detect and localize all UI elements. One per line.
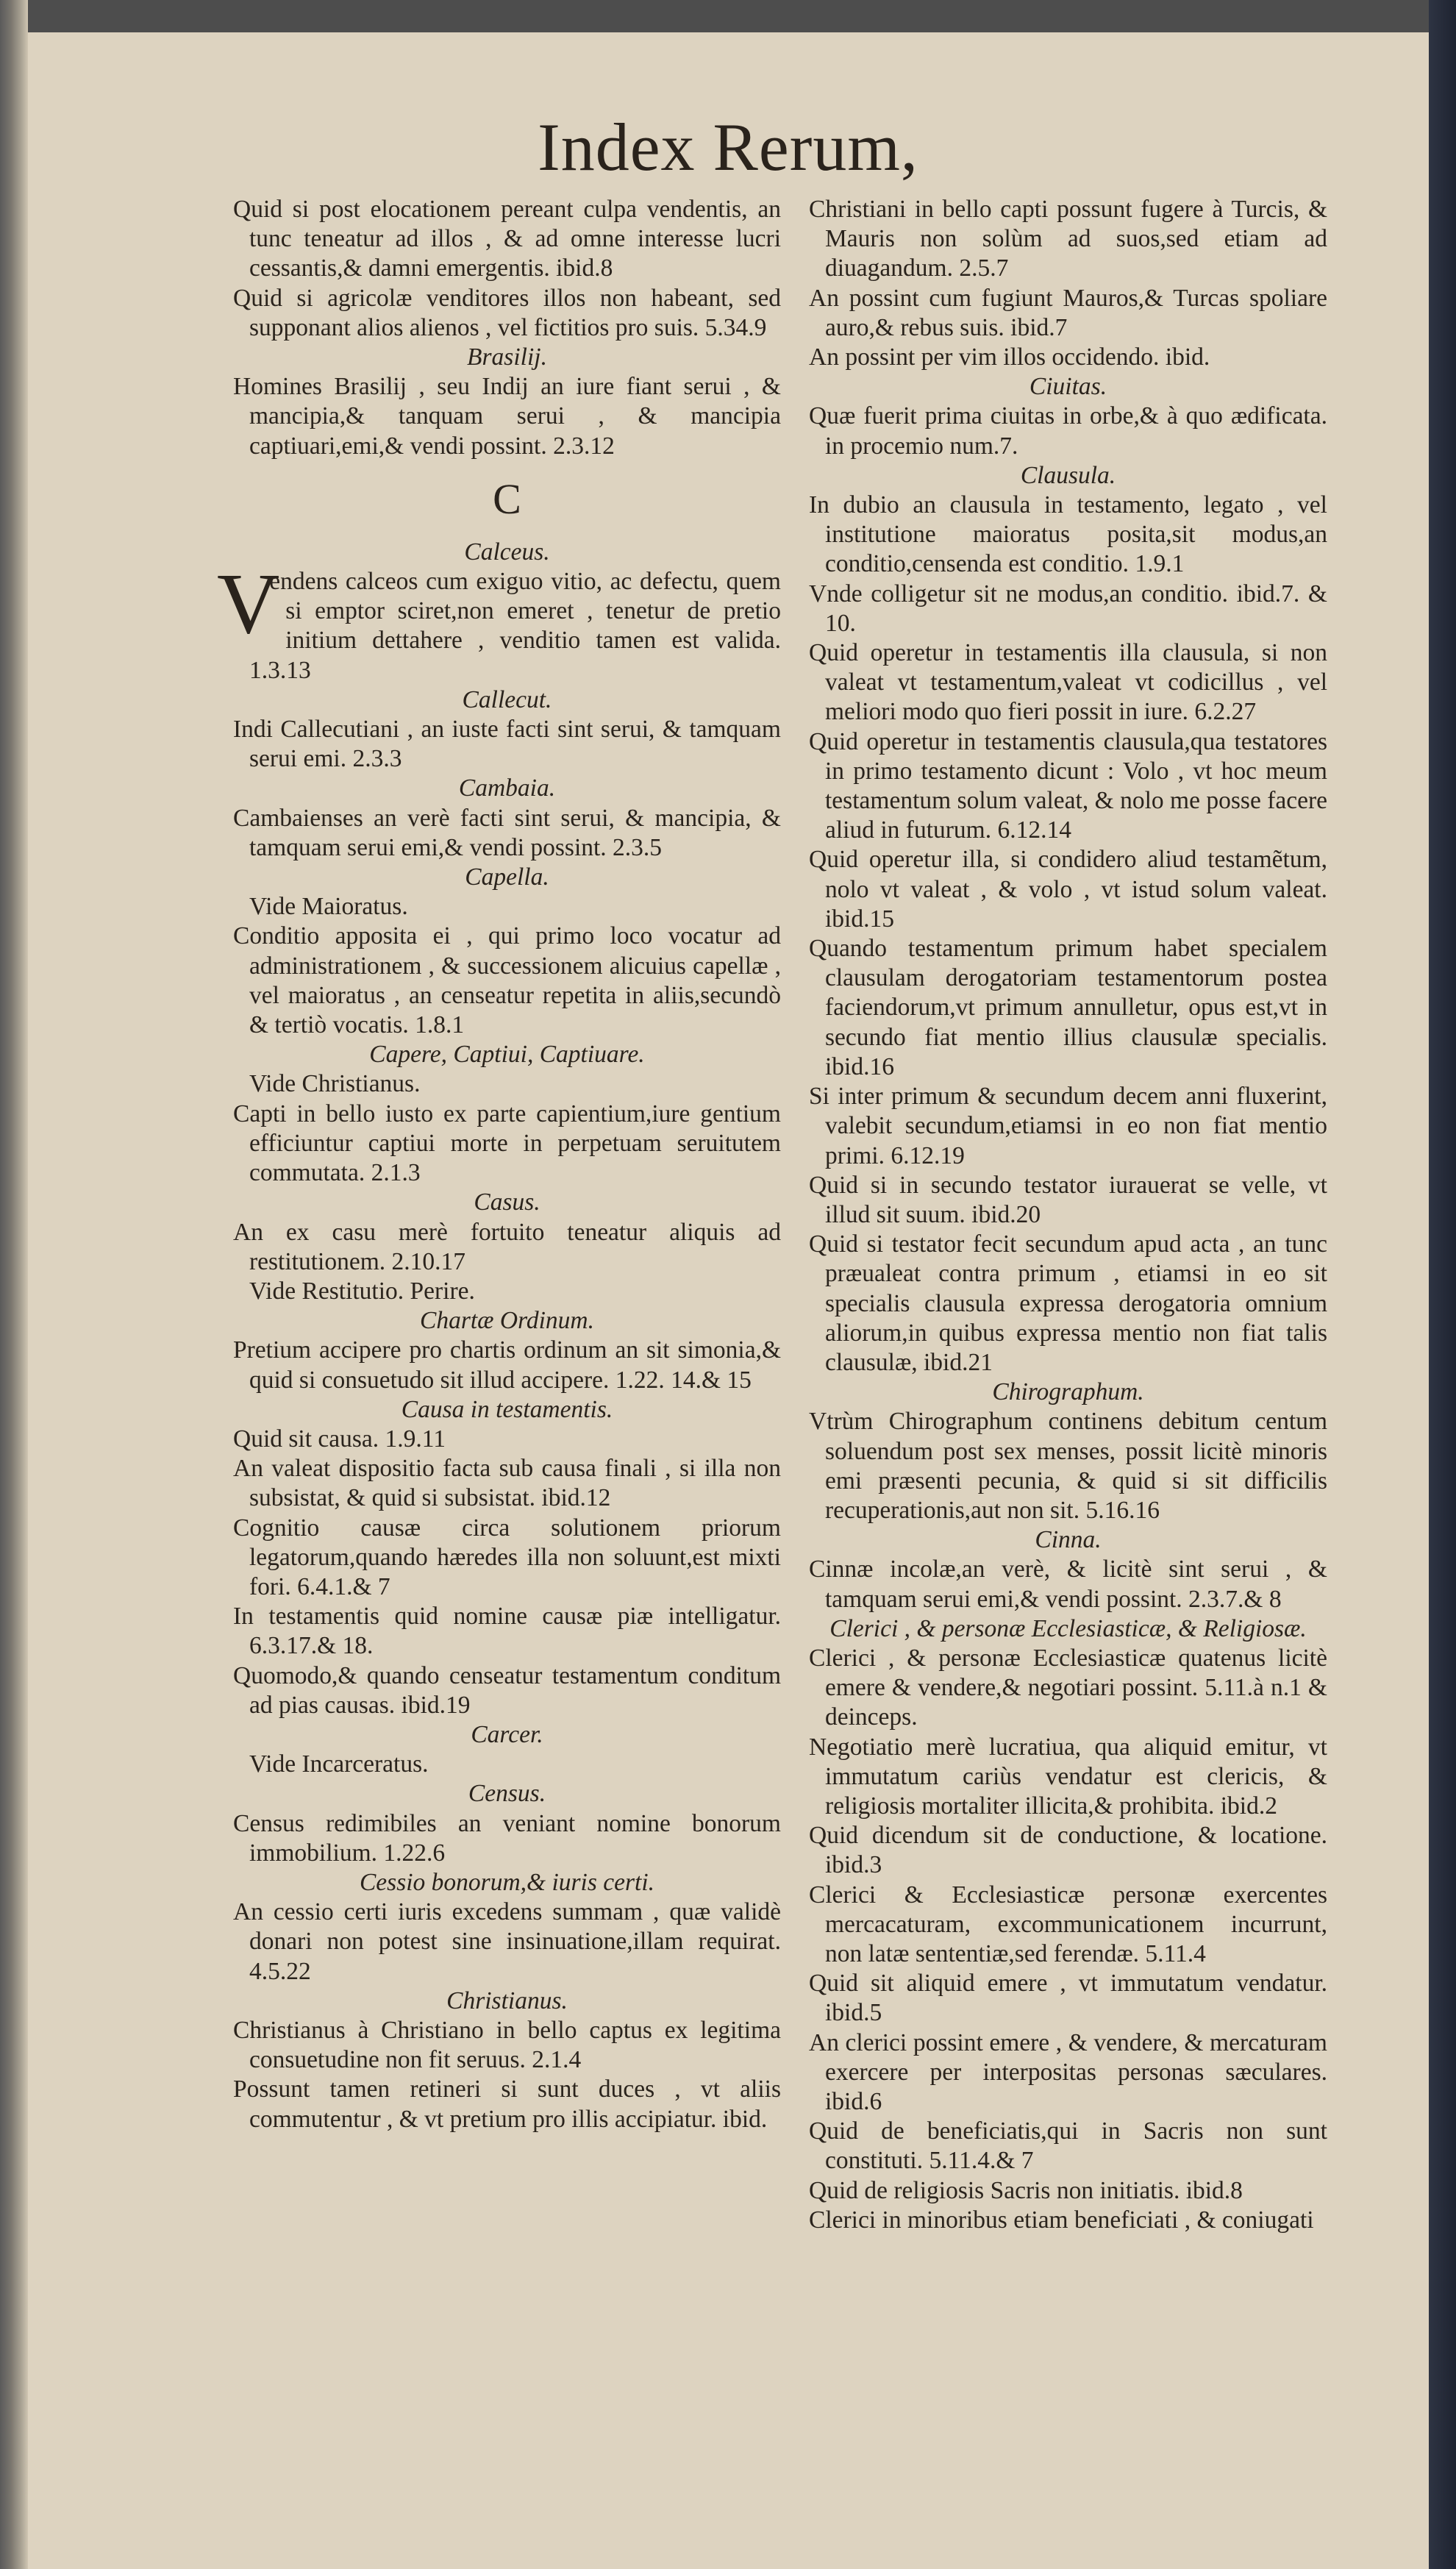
index-entry: An ex casu merè fortuito teneatur aliquis ad restitutionem. 2.10.17 — [233, 1218, 781, 1275]
index-entry: Negotiatio merè lucratiua, qua aliquid emitur, vt immutatum cariùs vendatur est clericis, & religiosis mortaliter illicita,& prohibita. ibid.2 — [809, 1733, 1327, 1820]
index-entry: Cinnæ incolæ,an verè, & licitè sint serui , & tamquam serui emi,& vendi possint. 2.3.7.& 8 — [809, 1556, 1327, 1613]
index-entry: Quando testamentum primum habet specialem clausulam derogatoriam testamentorum postea faciendorum,vt primum annulletur, opus est,vt in secundo fiat mentio illius clausulæ specialis. ibid.16 — [809, 935, 1327, 1080]
index-entry: Quomodo,& quando censeatur testamentum conditum ad pias causas. ibid.19 — [233, 1661, 781, 1719]
index-entry: Clerici , & personæ Ecclesiasticæ quatenus licitè emere & vendere,& negotiari possint. 5.11.à n.1 & deinceps. — [809, 1644, 1327, 1731]
index-entry: In testamentis quid nomine causæ piæ intelligatur. 6.3.17.& 18. — [233, 1603, 781, 1660]
index-heading: Census. — [468, 1780, 546, 1808]
cross-reference: Vide Maioratus. — [249, 893, 408, 921]
gutter-strip — [1429, 0, 1456, 2569]
index-entry: Christiani in bello capti possunt fugere à Turcis, & Mauris non solùm ad suos,sed etiam ad diuagandum. 2.5.7 — [809, 196, 1327, 282]
index-entry: Si inter primum & secundum decem anni fluxerint, valebit secundum,etiamsi in eo non fiat mentio primi. 6.12.19 — [809, 1083, 1327, 1169]
index-heading: Clerici , & personæ Ecclesiasticæ, & Religiosæ. — [829, 1614, 1307, 1642]
index-heading: Casus. — [474, 1189, 540, 1216]
index-entry: Vendens calceos cum exiguo vitio, ac defectu, quem si emptor sciret,non emeret , tenetur de pretio initium dettahere , venditio tamen est valida. 1.3.13 — [217, 555, 781, 684]
index-entry: Clerici & Ecclesiasticæ personæ exercentes mercacaturam, excommunicationem incurrunt, non latæ sententiæ,sed ferendæ. 5.11.4 — [809, 1881, 1327, 1967]
index-entry: Possunt tamen retineri si sunt duces , vt aliis commutentur , & vt pretium pro illis accipiatur. ibid. — [233, 2075, 781, 2133]
index-entry: Quid de religiosis Sacris non initiatis. ibid.8 — [809, 2176, 1243, 2204]
index-entry: Vtrùm Chirographum continens debitum centum soluendum post sex menses, possit licitè minoris emi præsenti pecunia, & quid si sit difficilis recuperationis,aut non sit. 5.16.16 — [809, 1408, 1327, 1524]
index-entry: An possint cum fugiunt Mauros,& Turcas spoliare auro,& rebus suis. ibid.7 — [809, 284, 1327, 341]
index-entry: Census redimibiles an veniant nomine bonorum immobilium. 1.22.6 — [233, 1809, 781, 1867]
index-entry: Quid si agricolæ venditores illos non habeant, sed supponant alios alienos , vel fictitios pro suis. 5.34.9 — [233, 284, 781, 341]
index-entry: Quid operetur in testamentis illa clausula, si non valeat vt testamentum,valeat vt codicillus , vel meliori modo quo fieri possit in iure. 6.2.27 — [809, 639, 1327, 726]
index-entry: Quid de beneficiatis,qui in Sacris non sunt constituti. 5.11.4.& 7 — [809, 2117, 1327, 2175]
cross-reference: Vide Restitutio. Perire. — [249, 1277, 475, 1305]
section-letter: C — [493, 474, 521, 523]
index-heading: Carcer. — [471, 1720, 543, 1748]
index-heading: Calceus. — [464, 538, 550, 566]
cross-reference: Vide Christianus. — [249, 1070, 421, 1098]
index-entry: Pretium accipere pro chartis ordinum an sit simonia,& quid si consuetudo sit illud accipere. 1.22. 14.& 15 — [233, 1336, 781, 1394]
index-entry: Quid dicendum sit de conductione, & locatione. ibid.3 — [809, 1822, 1327, 1879]
index-entry: Indi Callecutiani , an iuste facti sint serui, & tamquam serui emi. 2.3.3 — [233, 716, 781, 773]
index-entry: Quid sit causa. 1.9.11 — [233, 1425, 446, 1453]
index-heading: Callecut. — [462, 685, 552, 713]
index-entry: Homines Brasilij , seu Indij an iure fiant serui , & mancipia,& tanquam serui , & mancipia captiuari,emi,& vendi possint. 2.3.12 — [233, 373, 781, 460]
index-entry: Capti in bello iusto ex parte capientium,iure gentium efficiuntur captiui morte in perpetuam seruitutem commutata. 2.1.3 — [233, 1100, 781, 1187]
index-heading: Chirographum. — [992, 1378, 1144, 1406]
index-entry: Quid si testator fecit secundum apud acta , an tunc præualeat contra primum , etiamsi in eo sit specialis clausula expressa derogatoria omnium aliorum,in quibus expressa mentio non fiat talis clausulæ, ibid.21 — [809, 1230, 1327, 1376]
index-heading: Causa in testamentis. — [401, 1395, 613, 1423]
index-entry: Cognitio causæ circa solutionem priorum legatorum,quando hæredes illa non soluunt,est mixti fori. 6.4.1.& 7 — [233, 1514, 781, 1600]
index-heading: Cambaia. — [458, 774, 556, 802]
index-heading: Christianus. — [446, 1987, 568, 2014]
index-entry: Christianus à Christiano in bello captus ex legitima consuetudine non fit seruus. 2.1.4 — [233, 2016, 781, 2074]
index-entry: In dubio an clausula in testamento, legato , vel institutione maioratus posita,sit modus,an conditio,censenda est conditio. 1.9.1 — [809, 491, 1327, 578]
index-column-right — [809, 195, 1327, 2235]
index-heading: Cinna. — [1035, 1526, 1102, 1554]
index-heading: Brasilij. — [467, 343, 547, 371]
index-entry: Quid si in secundo testator iurauerat se velle, vt illud sit suum. ibid.20 — [809, 1171, 1327, 1228]
index-entry: Quid sit aliquid emere , vt immutatum vendatur. ibid.5 — [809, 1970, 1327, 2027]
index-entry: An cessio certi iuris excedens summam , quæ validè donari non potest sine insinuatione,illam requirat. 4.5.22 — [233, 1898, 781, 1985]
index-entry: Quid operetur in testamentis clausula,qua testatores in primo testamento dicunt : Volo , vt hoc meum testamentum solum valeat, & nolo me posse facere aliud in futurum. 6.12.14 — [809, 727, 1327, 844]
page-title: Index Rerum, — [538, 110, 918, 185]
index-entry: An clerici possint emere , & vendere, & mercaturam exercere per interpositas personas sæculares. ibid.6 — [809, 2028, 1327, 2115]
index-entry: Cambaienses an verè facti sint serui, & mancipia, & tamquam serui emi,& vendi possint. 2.3.5 — [233, 804, 781, 861]
index-entry: Quæ fuerit prima ciuitas in orbe,& à quo ædificata. in procemio num.7. — [809, 402, 1327, 460]
cross-reference: Vide Incarceratus. — [249, 1750, 429, 1778]
index-entry: Vnde colligetur sit ne modus,an conditio. ibid.7. & 10. — [809, 580, 1327, 637]
index-column-left — [217, 195, 781, 2134]
index-heading: Cessio bonorum,& iuris certi. — [359, 1868, 655, 1896]
index-entry: Quid si post elocationem pereant culpa vendentis, an tunc teneatur ad illos , & ad omne interesse lucri cessantis,& damni emergentis. ibid.8 — [233, 196, 781, 282]
index-heading: Capella. — [465, 863, 549, 891]
index-entry: Conditio apposita ei , qui primo loco vocatur ad administrationem , & successionem alicuius capellæ , vel maioratus , an censeatur repetita in aliis,secundò & tertiò vocatis. 1.8.1 — [233, 922, 781, 1039]
index-entry: Clerici in minoribus etiam beneficiati , & coniugati — [809, 2206, 1314, 2234]
index-entry: An valeat dispositio facta sub causa finali , si illa non subsistat, & quid si subsistat. ibid.12 — [233, 1455, 781, 1512]
index-heading: Clausula. — [1020, 461, 1116, 489]
index-entry: Quid operetur illa, si condidero aliud testamẽtum, nolo vt valeat , & volo , vt istud solum valeat. ibid.15 — [809, 846, 1327, 933]
index-entry: An possint per vim illos occidendo. ibid. — [809, 343, 1210, 371]
index-heading: Ciuitas. — [1029, 373, 1107, 401]
index-heading: Chartæ Ordinum. — [419, 1307, 595, 1335]
index-heading: Capere, Captiui, Captiuare. — [369, 1041, 645, 1069]
book-fore-edge — [0, 0, 28, 2569]
